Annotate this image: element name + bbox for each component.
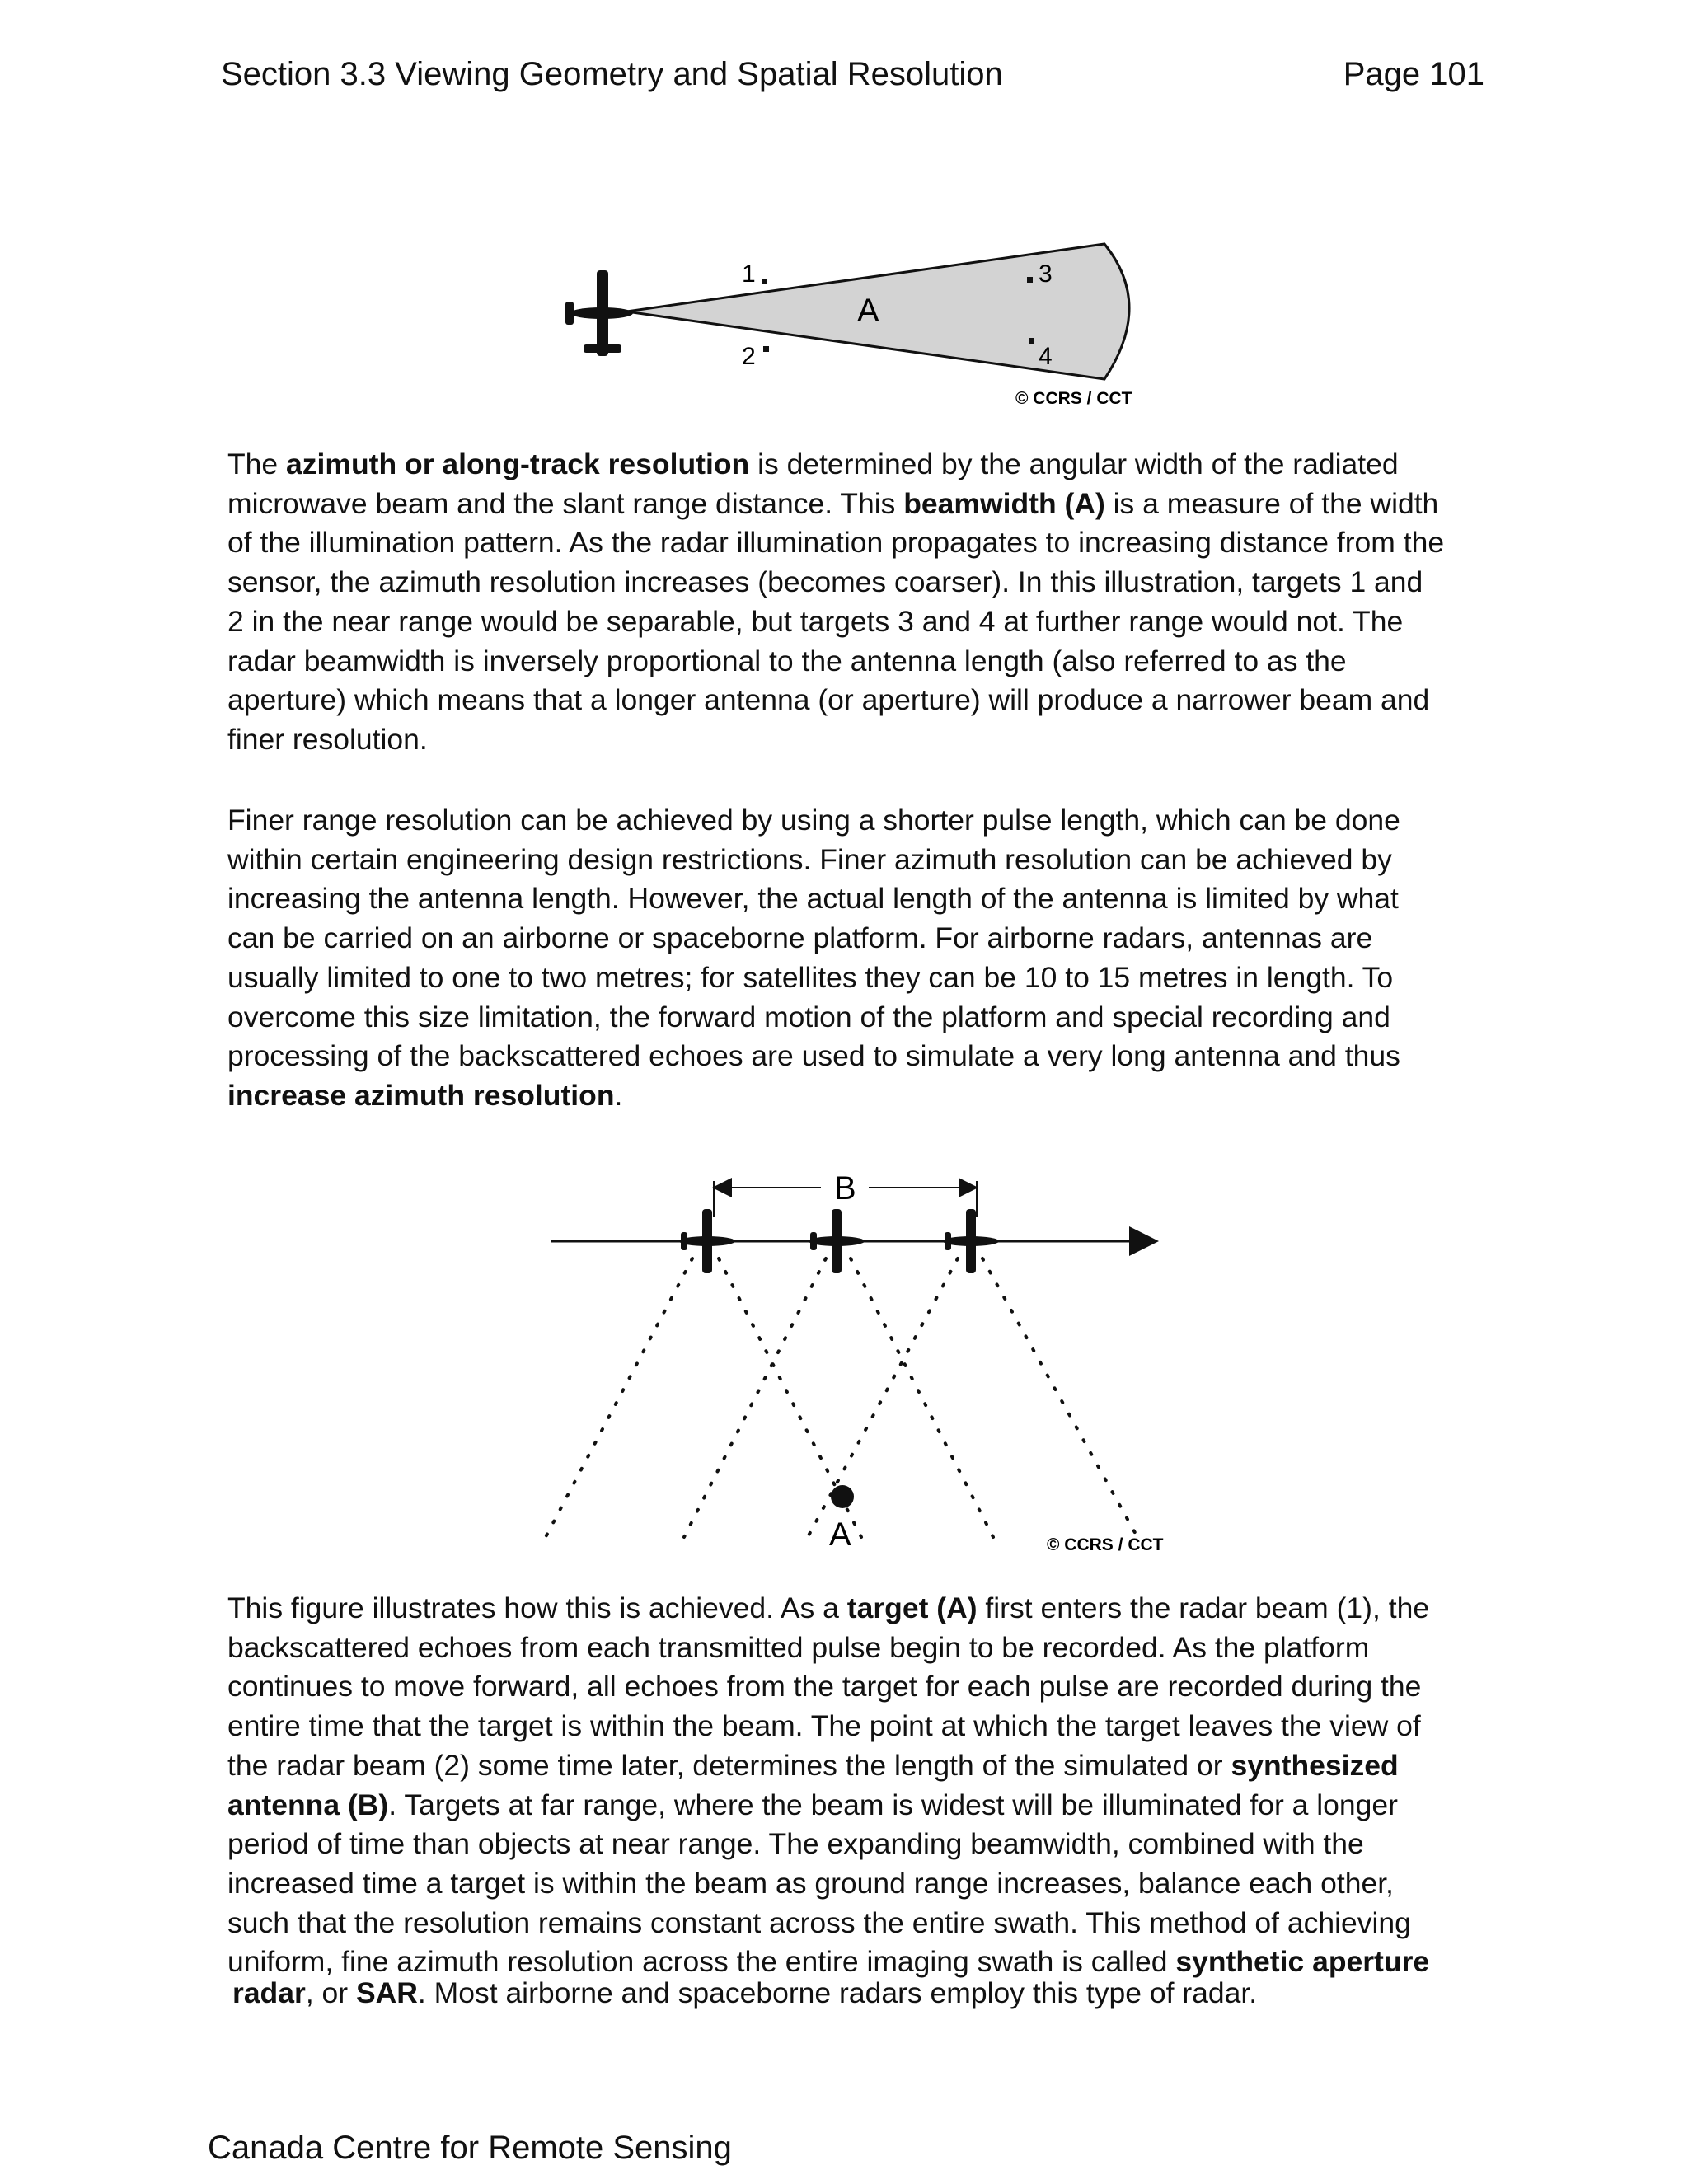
beam-edge xyxy=(684,1258,826,1537)
page-number: Page 101 xyxy=(1343,56,1484,92)
text-line: period of time than objects at near range. The expanding beamwidth, combined with the xyxy=(227,1827,1364,1861)
paragraph-finer-resolution xyxy=(227,801,1480,1116)
beam-edge xyxy=(546,1258,692,1537)
section-title: Section 3.3 Viewing Geometry and Spatial Resolution xyxy=(221,56,1003,92)
target-4-marker xyxy=(1029,338,1034,344)
text-line: can be carried on an airborne or spaceborne platform. For airborne radars, antennas are xyxy=(227,921,1373,955)
text-line: finer resolution. xyxy=(227,722,428,756)
text: the radar beam (2) some time later, determines the length of the simulated or xyxy=(227,1748,1231,1782)
term-antenna-b: antenna (B) xyxy=(227,1788,389,1821)
text-line: processing of the backscattered echoes are used to simulate a very long antenna and thus xyxy=(227,1039,1400,1073)
text: . xyxy=(614,1078,623,1112)
beamwidth-label: A xyxy=(857,293,879,329)
text-line: sensor, the azimuth resolution increases (becomes coarser). In this illustration, targets 1 and xyxy=(227,565,1423,599)
beam-edge xyxy=(851,1258,993,1537)
target-a-label: A xyxy=(829,1516,851,1553)
term-target: target (A) xyxy=(846,1591,978,1624)
text-line: entire time that the target is within the beam. The point at which the target leaves the view of xyxy=(227,1709,1421,1743)
text-line: radar beamwidth is inversely proportional to the antenna length (also referred to as the xyxy=(227,644,1347,677)
target-3-marker xyxy=(1027,277,1033,283)
text-line: continues to move forward, all echoes from the target for each pulse are recorded during the xyxy=(227,1670,1422,1704)
target-2-label: 2 xyxy=(742,343,756,370)
text-line: within certain engineering design restrictions. Finer azimuth resolution can be achieved by xyxy=(227,842,1392,876)
target-4-label: 4 xyxy=(1039,343,1053,370)
term-increase-azimuth-resolution: increase azimuth resolution xyxy=(227,1078,615,1112)
beam-edge xyxy=(808,1258,958,1537)
target-2-marker xyxy=(763,346,769,352)
text: first enters the radar beam (1), the xyxy=(977,1591,1430,1624)
text-line: of the illumination pattern. As the radar illumination propagates to increasing distance from the xyxy=(227,526,1445,560)
airplane-icon xyxy=(565,270,633,356)
term-synthetic-aperture: synthetic aperture xyxy=(1175,1945,1430,1979)
text: microwave beam and the slant range distance. This xyxy=(227,486,904,520)
text: The xyxy=(227,448,287,480)
figure2-credit: © CCRS / CCT xyxy=(1047,1535,1164,1554)
target-1-marker xyxy=(762,279,767,284)
airplane-icon xyxy=(679,1209,735,1273)
text: . Targets at far range, where the beam is widest will be illuminated for a longer xyxy=(388,1788,1398,1821)
target-3-label: 3 xyxy=(1039,260,1053,288)
text: , or xyxy=(305,1976,356,2010)
text-line: backscattered echoes from each transmitted pulse begin to be recorded. As the platform xyxy=(227,1630,1370,1664)
text-line: such that the resolution remains constant across the entire swath. This method of achieving xyxy=(227,1905,1411,1939)
text-line: 2 in the near range would be separable, but targets 3 and 4 at further range would not. The xyxy=(227,604,1404,638)
target-1-label: 1 xyxy=(742,260,756,288)
text-line: aperture) which means that a longer antenna (or aperture) will produce a narrower beam and xyxy=(227,683,1430,717)
text: This figure illustrates how this is achieved. As a xyxy=(227,1591,847,1624)
text-line: usually limited to one to two metres; for satellites they can be 10 to 15 metres in length. To xyxy=(227,960,1394,994)
beam-edge xyxy=(982,1258,1137,1537)
target-a-marker xyxy=(831,1485,854,1508)
span-label: B xyxy=(834,1170,856,1207)
term-radar: radar xyxy=(232,1976,306,2010)
text-line: increased time a target is within the beam as ground range increases, balance each other, xyxy=(227,1866,1394,1900)
airplane-icon xyxy=(809,1209,865,1273)
term-beamwidth: beamwidth (A) xyxy=(903,486,1105,520)
text: uniform, fine azimuth resolution across the entire imaging swath is called xyxy=(227,1945,1176,1979)
term-sar: SAR xyxy=(355,1976,418,2010)
footer-organization: Canada Centre for Remote Sensing xyxy=(208,2130,732,2166)
text: . Most airborne and spaceborne radars employ this type of radar. xyxy=(417,1976,1258,2010)
paragraph-synthetic-aperture xyxy=(227,1589,1480,2013)
text: is determined by the angular width of the radiated xyxy=(749,448,1399,480)
text: is a measure of the width xyxy=(1104,486,1439,520)
text-line: overcome this size limitation, the forward motion of the platform and special recording and xyxy=(227,1000,1390,1033)
figure1-credit: © CCRS / CCT xyxy=(1015,389,1132,408)
text-line: Finer range resolution can be achieved by using a shorter pulse length, which can be done xyxy=(227,804,1400,837)
term-azimuth-resolution: azimuth or along-track resolution xyxy=(286,448,750,480)
synthetic-aperture-figure xyxy=(528,1158,1203,1570)
airplane-icon xyxy=(943,1209,999,1273)
paragraph-azimuth-resolution xyxy=(227,445,1480,760)
term-synthesized: synthesized xyxy=(1231,1748,1399,1782)
beamwidth-figure xyxy=(544,232,1170,422)
text-line: increasing the antenna length. However, the actual length of the antenna is limited by what xyxy=(227,882,1399,916)
